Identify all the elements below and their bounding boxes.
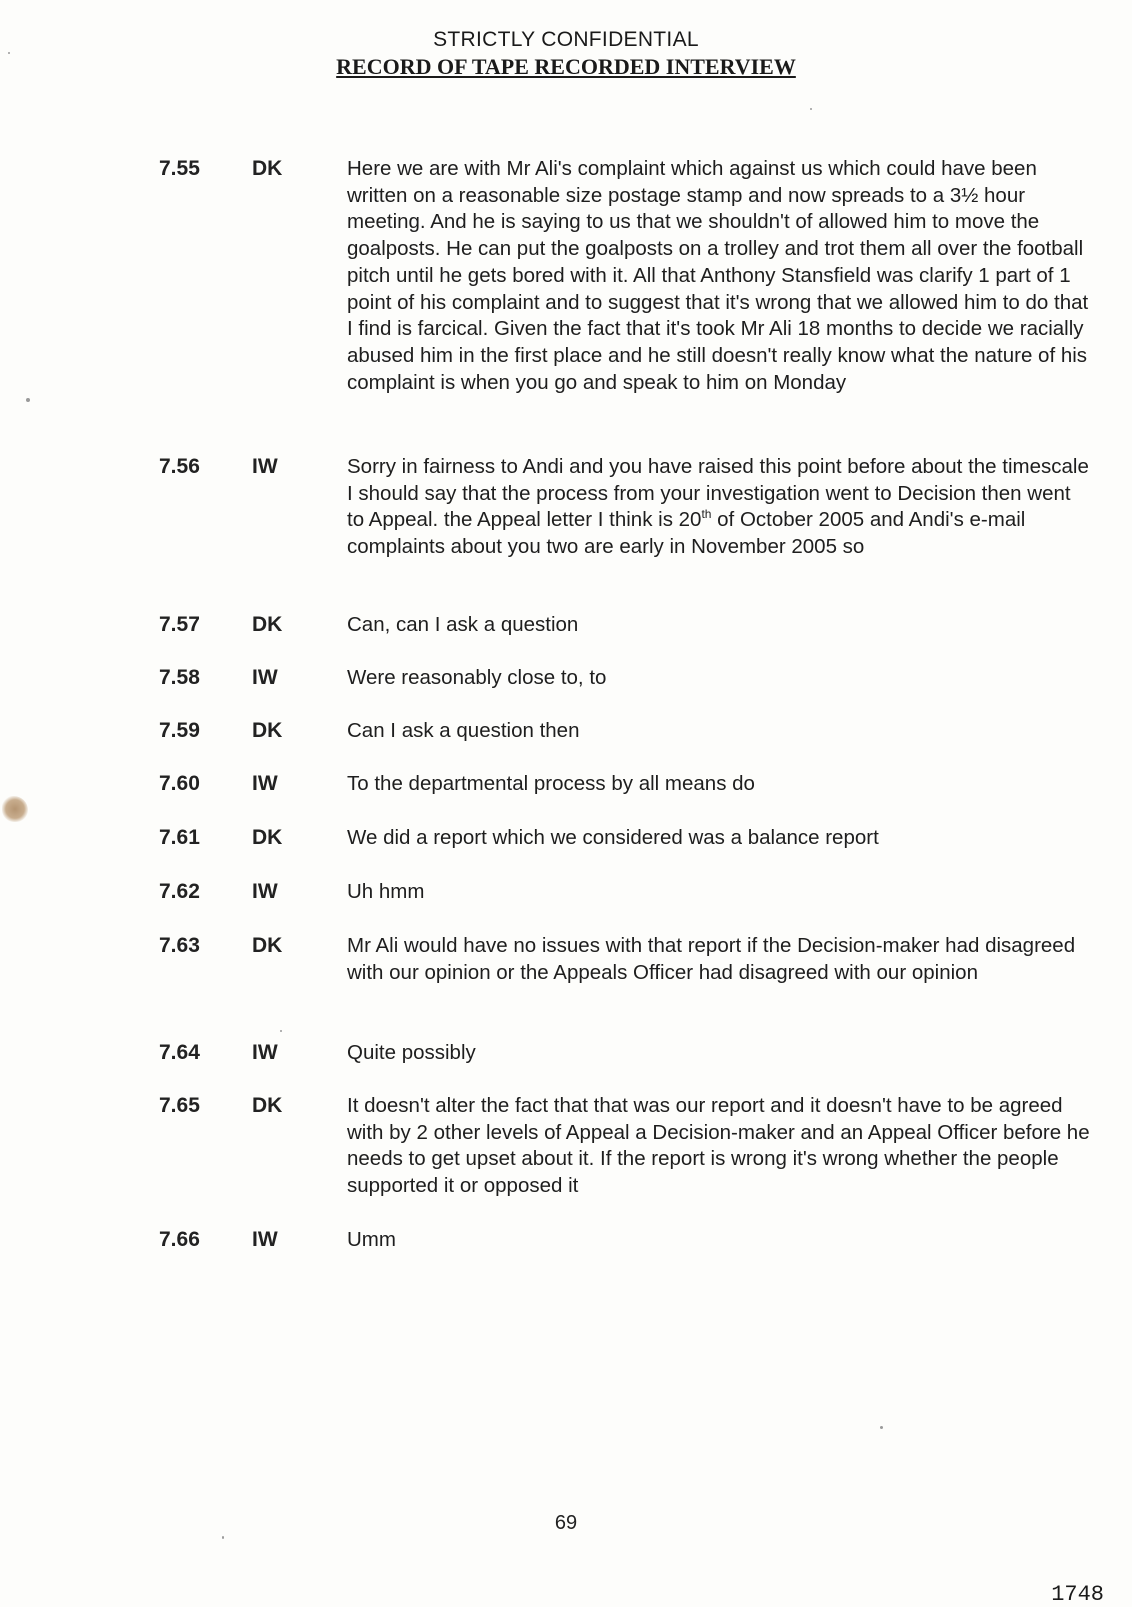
transcript-entry (0, 933, 1132, 1040)
entry-number: 7.56 (159, 455, 200, 478)
entry-text: Quite possibly (347, 1041, 476, 1064)
entry-speaker: DK (252, 934, 283, 957)
entry-text: It doesn't alter the fact that that was our report and it doesn't have to be agreed with by 2 other levels of Appeal a Decision-maker and an Appeal Officer before he needs to get upset about it. If the report is wrong it's wrong whether the people supported it or opposed it (347, 1094, 1090, 1198)
transcript-entry (0, 1227, 1132, 1280)
transcript-entry (0, 665, 1132, 718)
entry-speaker: DK (252, 157, 283, 180)
confidential-label: STRICTLY CONFIDENTIAL (433, 28, 699, 51)
entry-number: 7.66 (159, 1228, 200, 1251)
entry-speaker: IW (252, 772, 278, 795)
entry-text: Here we are with Mr Ali's complaint which against us which could have been written on a reasonable size postage stamp and now spreads to a 3½ hour meeting. And he is saying to us that we shouldn't of allowed him to move the goalposts. He can put the goalposts on a trolley and trot them all over the football pitch until he gets bored with it. All that Anthony Stansfield was clarify 1 part of 1 point of his complaint and to suggest that it's wrong that we allowed him to do that I find is farcical. Given the fact that it's took Mr Ali 18 months to decide we racially abused him in the first place and he still doesn't really know what the nature of his complaint is when you go and speak to him on Monday (347, 157, 1089, 394)
page-number: 69 (554, 1512, 578, 1534)
entry-text-superscript: th (701, 507, 712, 522)
document-header (0, 28, 1132, 80)
scan-speck (8, 52, 10, 54)
transcript-entry (0, 156, 1132, 454)
entry-number: 7.65 (159, 1094, 200, 1117)
entry-speaker: IW (252, 1041, 278, 1064)
entry-text: Umm (347, 1228, 396, 1251)
entry-text: Can I ask a question then (347, 719, 580, 742)
entry-number: 7.62 (159, 880, 200, 903)
transcript (0, 156, 1132, 1280)
entry-text: Mr Ali would have no issues with that report if the Decision-maker had disagreed with our opinion or the Appeals Officer had disagreed with our opinion (347, 934, 1076, 984)
entry-number: 7.63 (159, 934, 200, 957)
transcript-entry (0, 612, 1132, 665)
entry-speaker: IW (252, 880, 278, 903)
transcript-entry (0, 454, 1132, 612)
entry-speaker: IW (252, 455, 278, 478)
transcript-entry (0, 825, 1132, 879)
paper-stain (2, 796, 28, 822)
entry-speaker: IW (252, 666, 278, 689)
entry-text-part: of October 2005 and Andi's e-mail complaints about you two are early in November 2005 so (347, 508, 1026, 559)
entry-speaker: IW (252, 1228, 278, 1251)
entry-text: Can, can I ask a question (347, 613, 579, 636)
transcript-entry (0, 771, 1132, 825)
entry-number: 7.64 (159, 1041, 200, 1064)
entry-number: 7.61 (159, 826, 200, 849)
scan-speck (26, 398, 30, 402)
entry-speaker: DK (252, 719, 283, 742)
entry-speaker: DK (252, 613, 283, 636)
entry-number: 7.59 (159, 719, 200, 742)
entry-text: We did a report which we considered was a balance report (347, 826, 879, 849)
scan-speck (222, 1536, 224, 1539)
document-number: 1748 (1051, 1582, 1104, 1607)
entry-number: 7.60 (159, 772, 200, 795)
entry-speaker: DK (252, 826, 283, 849)
entry-text: Were reasonably close to, to (347, 666, 607, 689)
scan-speck (880, 1426, 883, 1429)
transcript-entry (0, 879, 1132, 933)
entry-text: Uh hmm (347, 880, 425, 903)
entry-text: To the departmental process by all means do (347, 772, 755, 795)
scan-speck (280, 1030, 282, 1032)
transcript-entry (0, 1040, 1132, 1093)
entry-number: 7.55 (159, 157, 200, 180)
transcript-entry (0, 1093, 1132, 1227)
entry-text-part: Sorry in fairness to Andi and you have raised this point before about the timescale I should say that the process from your investigation went to Decision then went to Appeal. the Appeal letter I think is 20 (347, 455, 1089, 532)
record-title: RECORD OF TAPE RECORDED INTERVIEW (336, 54, 796, 79)
entry-number: 7.58 (159, 666, 200, 689)
entry-number: 7.57 (159, 613, 200, 636)
entry-speaker: DK (252, 1094, 283, 1117)
scan-speck (810, 108, 812, 110)
transcript-entry (0, 718, 1132, 771)
entry-text (347, 454, 1092, 561)
